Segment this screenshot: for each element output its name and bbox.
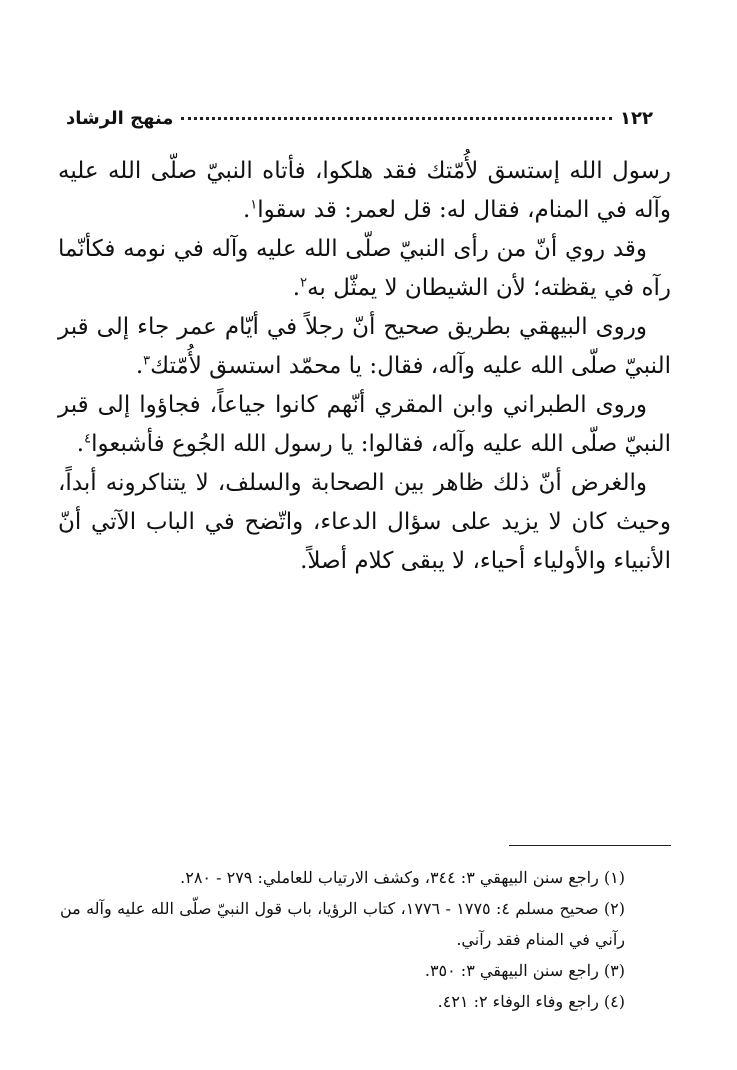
footnote-ref: ٤ <box>84 431 92 447</box>
footnote: (٢) صحيح مسلم ٤: ١٧٧٥ - ١٧٧٦، كتاب الرؤيا، باب قول النبيّ صلّى الله عليه وآله من رآني في المنام فقد رآني. <box>60 899 625 949</box>
footnote: (١) راجع سنن البيهقي ٣: ٣٤٤، وكشف الارتياب للعاملي: ٢٧٩ - ٢٨٠. <box>180 868 625 887</box>
footnote: (٣) راجع سنن البيهقي ٣: ٣٥٠. <box>424 961 625 980</box>
page-number: ١٢٢ <box>620 108 653 129</box>
running-title: منهج الرشاد <box>66 108 174 129</box>
footnote: (٤) راجع وفاء الوفاء ٢: ٤٢١. <box>437 992 625 1011</box>
footnotes <box>60 862 625 1017</box>
paragraph: والغرض أنّ ذلك ظاهر بين الصحابة والسلف، لا يتناكرونه أبداً، وحيث كان لا يزيد على سؤال الدعاء، واتّضح في الباب الآتي أنّ الأنبياء والأولياء أحياء، لا يبقى كلام أصلاً. <box>58 470 671 574</box>
footnote-ref: ٢ <box>300 275 308 291</box>
paragraph: وروى البيهقي بطريق صحيح أنّ رجلاً في أيّام عمر جاء إلى قبر النبيّ صلّى الله عليه وآله، فقال: يا محمّد استسق لأُمّتك$^٣$. <box>58 314 671 379</box>
main-text <box>58 152 671 581</box>
header-dot-leader <box>181 117 612 120</box>
footnote-ref: ٣ <box>143 353 151 369</box>
paragraph: وروى الطبراني وابن المقري أنّهم كانوا جياعاً، فجاؤوا إلى قبر النبيّ صلّى الله عليه وآله، فقالوا: يا رسول الله الجُوع فأشبعوا$^٤$. <box>58 392 671 457</box>
paragraph: وقد روي أنّ من رأى النبيّ صلّى الله عليه وآله في نومه فكأنّما رآه في يقظته؛ لأن الشيطان لا يمثّل به$^٢$. <box>58 236 671 301</box>
paragraph: رسول الله إستسق لأُمّتك فقد هلكوا، فأتاه النبيّ صلّى الله عليه وآله في المنام، فقال له: قل لعمر: قد سقوا$^١$. <box>58 158 671 223</box>
footnote-divider <box>509 845 671 846</box>
running-header <box>66 108 653 129</box>
footnote-ref: ١ <box>250 197 258 213</box>
